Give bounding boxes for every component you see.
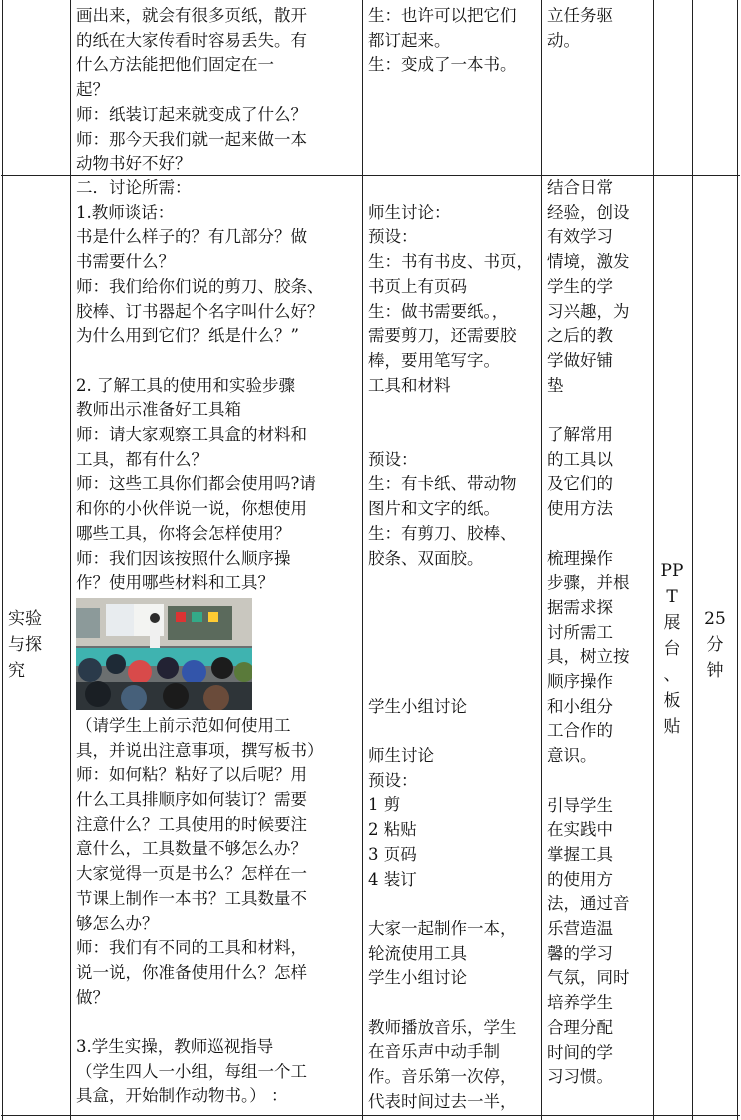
- text-line: 与探: [8, 635, 42, 655]
- text-line: 棒，要用笔写字。: [368, 350, 500, 370]
- text-line: 具，树立按: [547, 647, 630, 667]
- student-activity: [368, 176, 536, 1115]
- text-line: 3.学生实操，教师巡视指导: [76, 1037, 274, 1057]
- stage-label: [8, 606, 42, 684]
- text-line: 师生讨论: [368, 746, 434, 766]
- text-line: （学生四人一小组，每组一个工: [76, 1061, 307, 1081]
- text-line: 图片和文字的纸。: [368, 499, 500, 519]
- text-line: 25: [704, 609, 726, 629]
- text-line: 台: [663, 639, 681, 659]
- text-line: 培养学生: [547, 993, 613, 1013]
- text-line: 预设：: [368, 770, 418, 790]
- design-intent: [547, 176, 653, 1090]
- text-line: 师：我们有不同的工具和材料，: [76, 938, 307, 958]
- text-line: 大家觉得一页是书么？怎样在一: [76, 864, 307, 884]
- text-line: 动。: [547, 30, 580, 50]
- text-line: 做？: [76, 987, 109, 1007]
- top-row-student-activity: [368, 4, 536, 78]
- text-line: 具，并说出注意事项，撰写板书）: [76, 740, 324, 760]
- text-line: 生：也许可以把它们: [368, 6, 517, 25]
- text-line: 代表时间过去一半，: [368, 1091, 517, 1111]
- text-line: 时间的学: [547, 1042, 613, 1062]
- text-line: 学生小组讨论: [368, 696, 467, 716]
- text-line: （请学生上前示范如何使用工: [76, 715, 291, 735]
- text-line: 3 页码: [368, 844, 417, 864]
- text-line: 预设：: [368, 227, 418, 247]
- text-line: 教师出示准备好工具箱: [76, 400, 241, 420]
- text-line: 意什么，工具数量不够怎么办？: [76, 839, 307, 859]
- teaching-media: [660, 558, 684, 740]
- text-line: 学做好铺: [547, 350, 613, 370]
- text-line: 展: [663, 613, 681, 633]
- text-line: 师：那今天我们就一起来做一本: [76, 129, 307, 149]
- text-line: 讨所需工: [547, 622, 613, 642]
- text-line: 习兴趣，为: [547, 301, 630, 321]
- text-line: 合理分配: [547, 1017, 613, 1037]
- text-line: 2. 了解工具的使用和实验步骤: [76, 375, 295, 395]
- text-line: 结合日常: [547, 178, 613, 197]
- text-line: 梳理操作: [547, 548, 613, 568]
- text-line: 什么方法能把他们固定在一: [76, 55, 274, 75]
- text-line: 及它们的: [547, 474, 613, 494]
- classroom-photo-image: [76, 598, 252, 710]
- text-line: 书是什么样子的？有几部分？做: [76, 227, 307, 247]
- text-line: 作？使用哪些材料和工具？: [76, 573, 274, 593]
- text-line: 的纸在大家传看时容易丢失。有: [76, 30, 307, 50]
- text-line: 生：有剪刀、胶棒、: [368, 523, 517, 543]
- text-line: 说一说，你准备使用什么？怎样: [76, 962, 307, 982]
- text-line: 步骤，并根: [547, 573, 630, 593]
- text-line: 师：这些工具你们都会使用吗?请: [76, 474, 316, 494]
- text-line: 师：如何粘？粘好了以后呢？用: [76, 765, 307, 785]
- text-line: 馨的学习: [547, 943, 613, 963]
- text-line: 板: [663, 691, 681, 711]
- blank-line: [368, 423, 536, 448]
- text-line: 预设：: [368, 449, 418, 469]
- text-line: 师：请大家观察工具盒的材料和: [76, 425, 307, 445]
- blank-line: [368, 621, 536, 646]
- text-line: 在音乐声中动手制: [368, 1042, 500, 1062]
- text-line: 贴: [663, 717, 681, 737]
- teacher-activity: [76, 176, 362, 1109]
- text-line: 1.教师谈话：: [76, 202, 175, 222]
- text-line: 掌握工具: [547, 844, 613, 864]
- blank-line: [547, 522, 653, 547]
- blank-line: [76, 349, 362, 374]
- text-line: 节课上制作一本书？工具数量不: [76, 888, 307, 908]
- text-line: 之后的教: [547, 326, 613, 346]
- text-line: 教师播放音乐，学生: [368, 1017, 517, 1037]
- blank-line: [368, 176, 536, 201]
- time-allocation: [700, 606, 730, 684]
- column-divider: [70, 0, 71, 1120]
- blank-line: [368, 719, 536, 744]
- blank-line: [368, 892, 536, 917]
- text-line: 师生讨论：: [368, 202, 451, 222]
- text-line: 的工具以: [547, 449, 613, 469]
- column-divider: [692, 0, 693, 1120]
- text-line: 实验: [8, 609, 42, 629]
- text-line: 的使用方: [547, 869, 613, 889]
- text-line: 够怎么办？: [76, 913, 159, 933]
- text-line: 和小组分: [547, 696, 613, 716]
- table-border-bottom: [1, 1115, 740, 1116]
- text-line: 了解常用: [547, 425, 613, 445]
- text-line: 注意什么？工具使用的时候要注: [76, 814, 307, 834]
- text-line: 起？: [76, 80, 109, 100]
- text-line: 师：我们给你们说的剪刀、胶条、: [76, 276, 324, 296]
- text-line: 究: [8, 661, 25, 681]
- top-row-design-intent: [547, 4, 653, 53]
- text-line: 生：有卡纸、带动物: [368, 474, 517, 494]
- text-line: 顺序操作: [547, 672, 613, 692]
- text-line: 工具，都有什么？: [76, 449, 208, 469]
- text-line: 乐营造温: [547, 919, 613, 939]
- blank-line: [547, 769, 653, 794]
- text-line: 轮流使用工具: [368, 943, 467, 963]
- text-line: 需要剪刀，还需要胶: [368, 326, 517, 346]
- text-line: 2 粘贴: [368, 820, 417, 840]
- text-line: 在实践中: [547, 820, 613, 840]
- text-line: 画出来，就会有很多页纸，散开: [76, 6, 307, 25]
- text-line: 意识。: [547, 746, 597, 766]
- text-line: 据需求探: [547, 597, 613, 617]
- text-line: 作。音乐第一次停，: [368, 1067, 517, 1087]
- blank-line: [368, 670, 536, 695]
- table-border-right: [737, 0, 738, 1120]
- text-line: 有效学习: [547, 227, 613, 247]
- text-line: 情境，激发: [547, 252, 630, 272]
- text-line: 胶棒、订书器起个名字叫什么好？: [76, 301, 324, 321]
- text-line: 和你的小伙伴说一说，你想使用: [76, 499, 307, 519]
- text-line: 师：我们因该按照什么顺序操: [76, 548, 291, 568]
- blank-line: [547, 398, 653, 423]
- text-line: 、: [663, 665, 681, 685]
- column-divider: [541, 0, 542, 1120]
- classroom-photo: [76, 598, 252, 710]
- text-line: 为什么用到它们？纸是什么？”: [76, 326, 299, 346]
- text-line: 工合作的: [547, 721, 613, 741]
- text-line: 大家一起制作一本，: [368, 918, 517, 938]
- blank-line: [368, 398, 536, 423]
- text-line: 工具和材料: [368, 375, 451, 395]
- text-line: 垫: [547, 375, 564, 395]
- blank-line: [368, 571, 536, 596]
- text-line: 使用方法: [547, 499, 613, 519]
- column-divider: [362, 0, 363, 1120]
- text-line: 生：书有书皮、书页，: [368, 252, 533, 272]
- text-line: 动物书好不好？: [76, 154, 192, 174]
- text-line: 气氛，同时: [547, 968, 630, 988]
- blank-line: [368, 991, 536, 1016]
- blank-line: [368, 645, 536, 670]
- text-line: 法，通过音: [547, 894, 630, 914]
- text-line: 学生小组讨论: [368, 968, 467, 988]
- text-line: 二．讨论所需：: [76, 178, 192, 197]
- text-line: 学生的学: [547, 276, 613, 296]
- text-line: 哪些工具，你将会怎样使用？: [76, 523, 291, 543]
- text-line: 胶条、双面胶。: [368, 548, 484, 568]
- text-line: 什么工具排顺序如何装订？需要: [76, 790, 307, 810]
- text-line: 生：做书需要纸。，: [368, 301, 509, 321]
- text-line: 引导学生: [547, 795, 613, 815]
- text-line: 分: [706, 635, 724, 655]
- text-line: 都订起来。: [368, 30, 451, 50]
- text-line: 生：变成了一本书。: [368, 55, 517, 75]
- blank-line: [76, 1010, 362, 1035]
- table-border-left: [2, 0, 3, 1120]
- blank-line: [368, 596, 536, 621]
- text-line: 具盒，开始制作动物书。） ：: [76, 1086, 288, 1106]
- text-line: 习习惯。: [547, 1067, 613, 1087]
- text-line: 4 装订: [368, 869, 417, 889]
- text-line: 书需要什么？: [76, 252, 175, 272]
- column-divider: [653, 0, 654, 1120]
- text-line: PP: [660, 561, 684, 581]
- text-line: T: [666, 587, 678, 607]
- text-line: 立任务驱: [547, 6, 613, 25]
- text-line: 师：纸装订起来就变成了什么？: [76, 104, 307, 124]
- text-line: 书页上有页码: [368, 276, 467, 296]
- text-line: 1 剪: [368, 795, 401, 815]
- text-line: 钟: [706, 661, 724, 681]
- text-line: 经验，创设: [547, 202, 630, 222]
- top-row-teacher-activity: [76, 4, 362, 177]
